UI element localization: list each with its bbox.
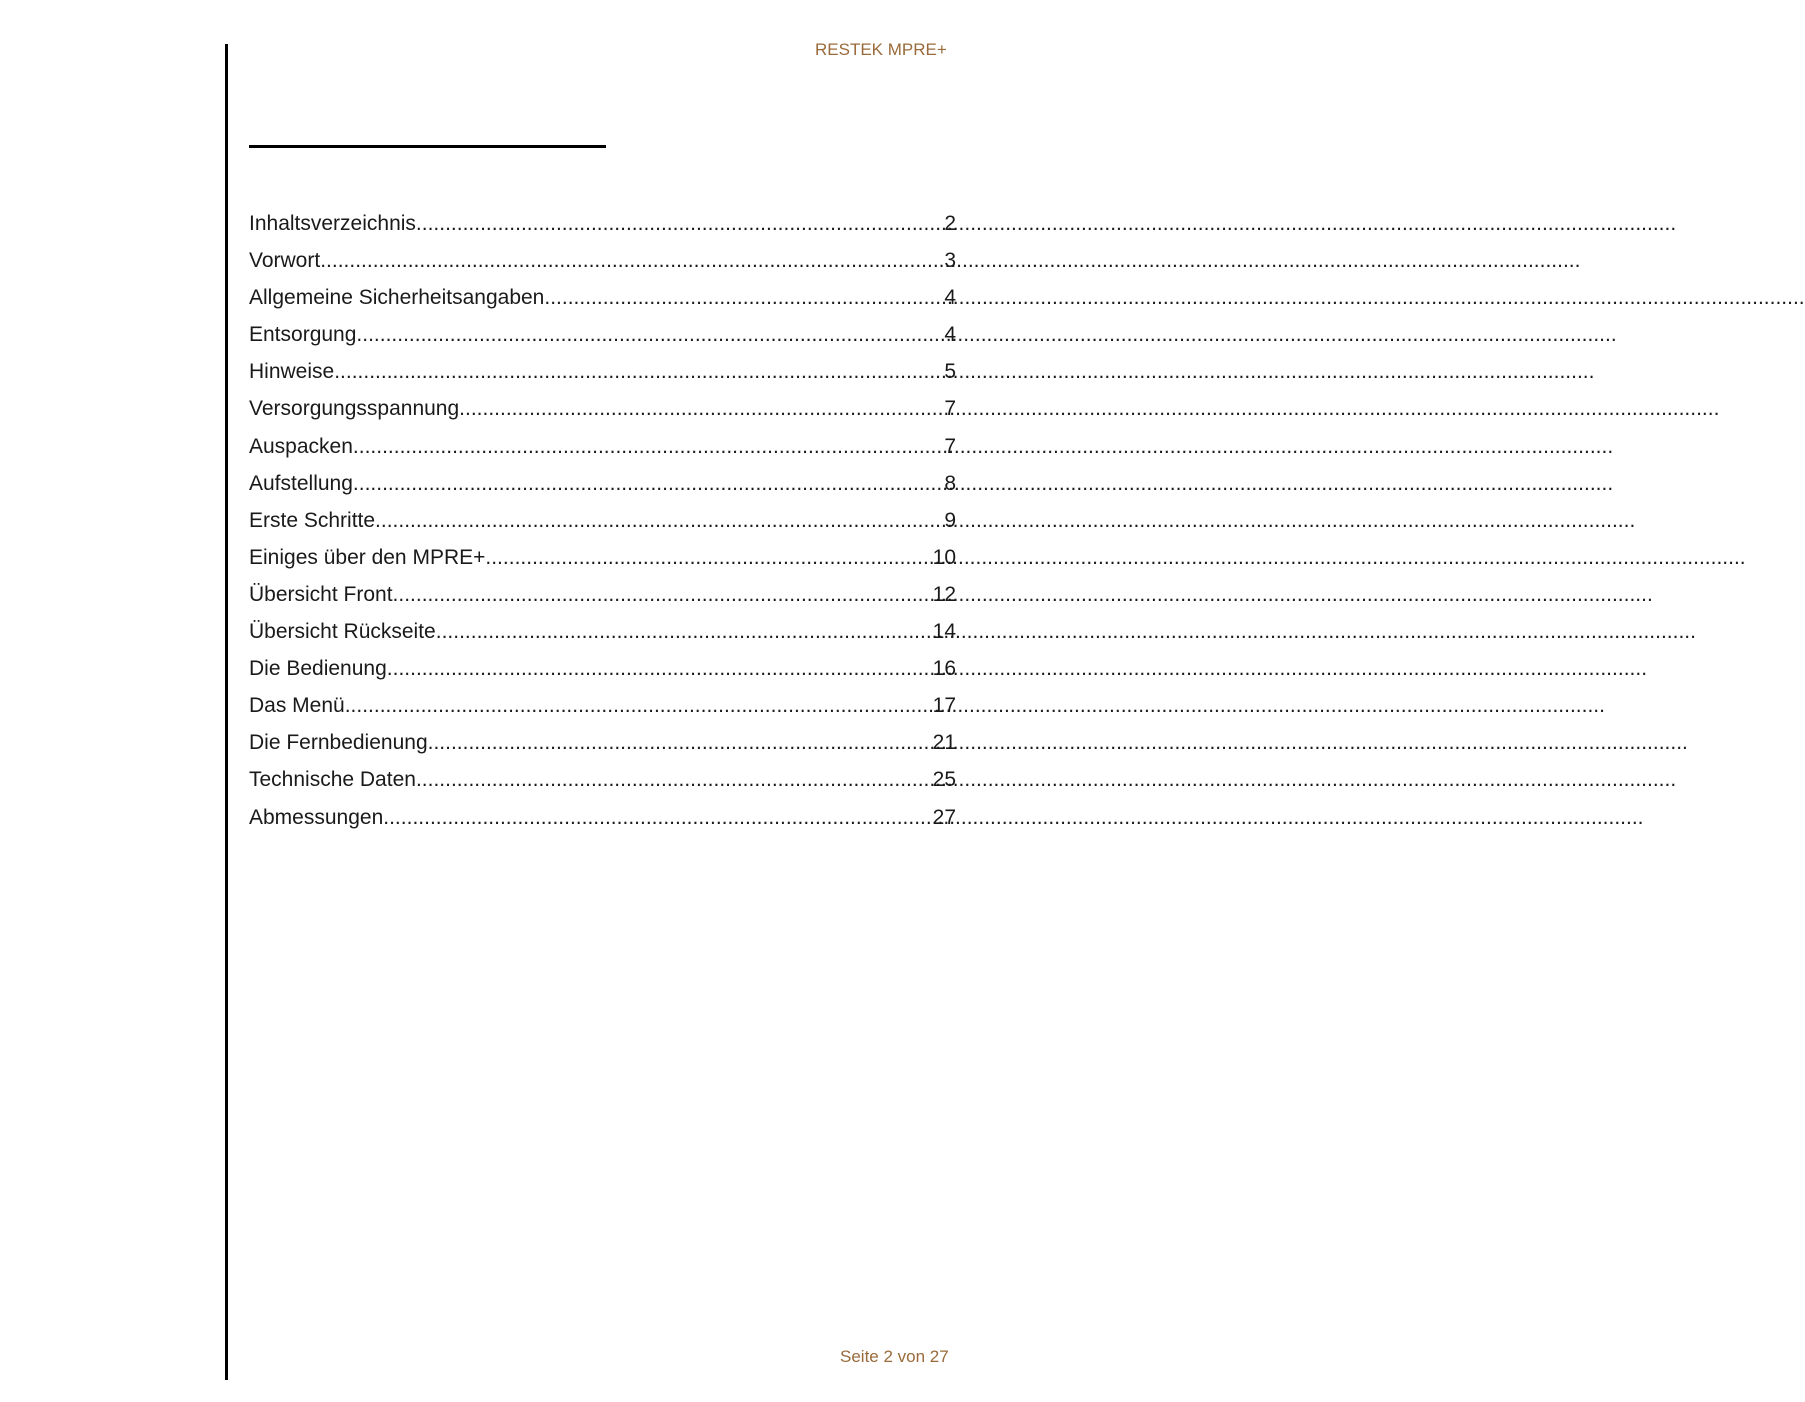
toc-entry-page: 2 (944, 212, 956, 235)
toc-entry-title: Aufstellung (249, 471, 353, 495)
toc-dot-leader (345, 687, 933, 724)
toc-dot-leader (485, 539, 932, 576)
toc-entry-fernbedienung[interactable] (249, 724, 956, 761)
toc-entry-page: 9 (944, 508, 956, 532)
toc-dot-leader (353, 465, 944, 502)
toc-entry-page: 7 (944, 434, 956, 458)
toc-dot-leader (416, 205, 944, 242)
toc-entry-page: 4 (944, 323, 956, 347)
toc-dot-leader (334, 353, 944, 390)
toc-dot-leader (375, 502, 944, 539)
toc-dot-leader (387, 650, 933, 687)
toc-entry-title: Inhaltsverzeichnis (249, 212, 416, 235)
table-of-contents (249, 205, 956, 836)
toc-entry-menue[interactable] (249, 687, 956, 724)
toc-entry-vorwort[interactable] (249, 242, 956, 279)
toc-entry-page: 3 (944, 249, 956, 273)
toc-dot-leader (383, 799, 932, 836)
toc-entry-page: 10 (932, 545, 956, 569)
toc-entry-title: Technische Daten (249, 768, 416, 792)
toc-entry-page: 17 (932, 694, 956, 718)
toc-entry-erste-schritte[interactable] (249, 502, 956, 539)
toc-entry-title: Einiges über den MPRE+ (249, 545, 486, 569)
toc-entry-sicherheitsangaben[interactable] (249, 279, 956, 316)
toc-dot-leader (320, 242, 944, 279)
toc-dot-leader (436, 613, 933, 650)
toc-entry-abmessungen[interactable] (249, 799, 956, 836)
page-number-footer: Seite 2 von 27 (840, 1347, 949, 1366)
toc-dot-leader (356, 316, 944, 353)
toc-entry-uebersicht-front[interactable] (249, 576, 956, 613)
toc-entry-page: 7 (944, 397, 956, 421)
toc-entry-page: 14 (932, 620, 956, 644)
toc-entry-uebersicht-rueckseite[interactable] (249, 613, 956, 650)
toc-dot-leader (353, 428, 944, 465)
toc-entry-title: Erste Schritte (249, 508, 376, 532)
toc-entry-title: Die Bedienung (249, 657, 387, 681)
toc-entry-page: 27 (932, 805, 956, 829)
toc-entry-title: Abmessungen (249, 805, 384, 829)
toc-entry-page: 21 (932, 731, 956, 755)
toc-entry-inhaltsverzeichnis[interactable] (249, 205, 956, 242)
toc-entry-bedienung[interactable] (249, 650, 956, 687)
toc-dot-leader (393, 576, 933, 613)
toc-entry-auspacken[interactable] (249, 428, 956, 465)
toc-entry-page: 4 (944, 286, 956, 310)
toc-dot-leader (459, 390, 944, 427)
toc-entry-einiges-ueber[interactable] (249, 539, 956, 576)
toc-dot-leader (544, 279, 944, 316)
toc-entry-page: 5 (944, 360, 956, 384)
toc-entry-page: 8 (944, 471, 956, 495)
toc-entry-title: Entsorgung (249, 323, 357, 347)
toc-heading-underline (249, 145, 606, 148)
toc-dot-leader (428, 724, 933, 761)
document-header-title: RESTEK MPRE+ (815, 40, 947, 59)
toc-entry-page: 12 (932, 582, 956, 606)
toc-entry-title: Auspacken (249, 434, 353, 458)
page-margin-rule (225, 44, 228, 1380)
toc-entry-entsorgung[interactable] (249, 316, 956, 353)
toc-entry-hinweise[interactable] (249, 353, 956, 390)
toc-dot-leader (416, 761, 933, 798)
toc-entry-title: Übersicht Rückseite (249, 620, 436, 644)
toc-entry-aufstellung[interactable] (249, 465, 956, 502)
toc-entry-page: 25 (932, 768, 956, 792)
toc-entry-title: Vorwort (249, 249, 321, 273)
toc-entry-title: Das Menü (249, 694, 345, 718)
toc-entry-technische-daten[interactable] (249, 761, 956, 798)
toc-entry-title: Hinweise (249, 360, 335, 384)
toc-entry-page: 16 (932, 657, 956, 681)
toc-entry-versorgungsspannung[interactable] (249, 390, 956, 427)
toc-entry-title: Die Fernbedienung (249, 731, 428, 755)
toc-entry-title: Allgemeine Sicherheitsangaben (249, 286, 545, 310)
toc-entry-title: Übersicht Front (249, 582, 393, 606)
toc-entry-title: Versorgungsspannung (249, 397, 460, 421)
